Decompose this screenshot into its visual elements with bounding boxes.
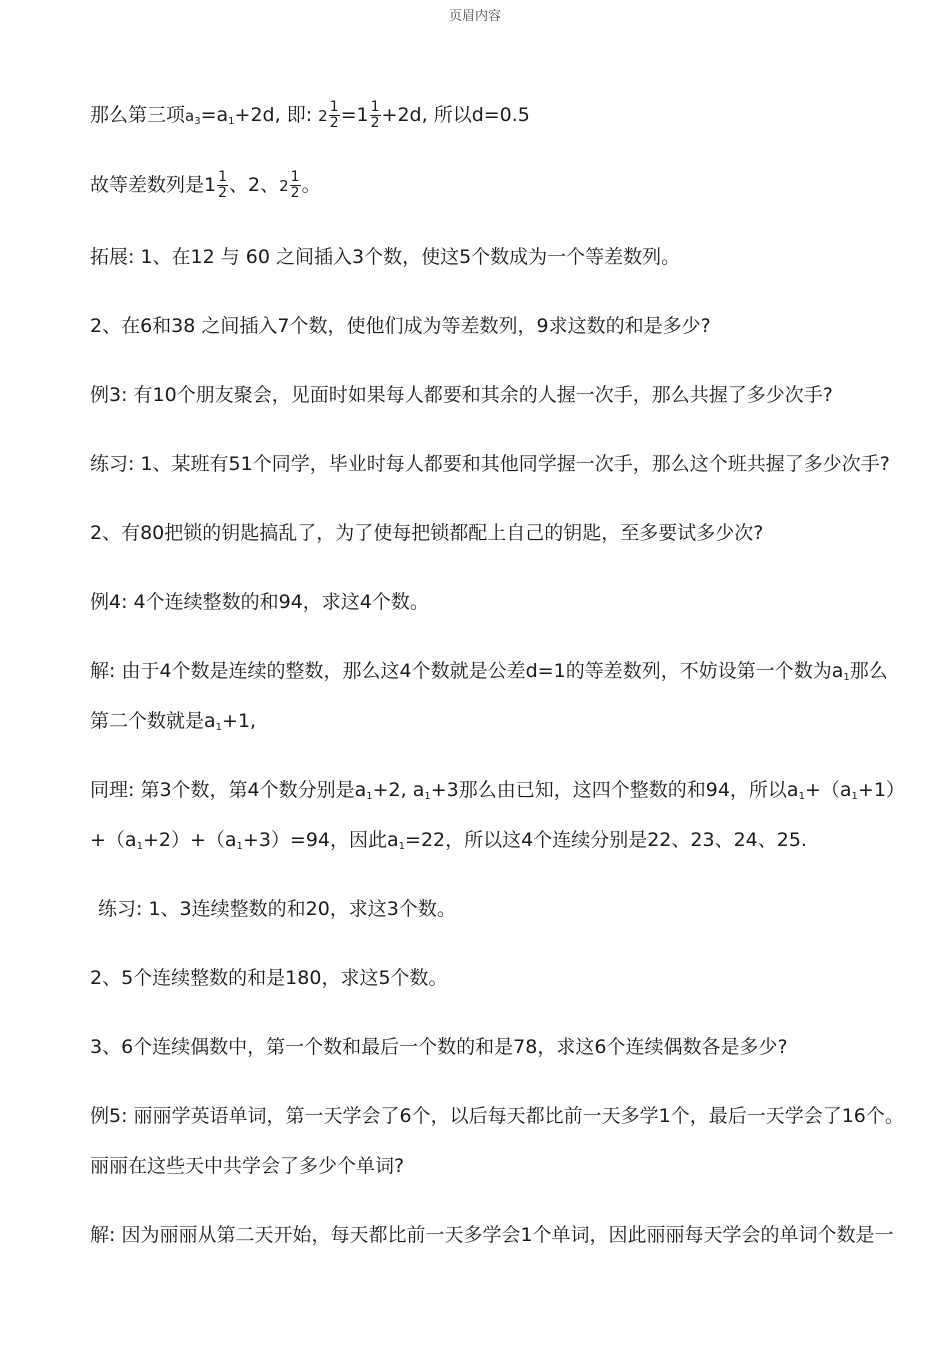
line-12-text-a: +（a bbox=[90, 829, 137, 851]
line-2-fraction-1 bbox=[217, 170, 228, 201]
line-2-fraction-2 bbox=[290, 170, 301, 201]
line-12-a1-sub-2: 1 bbox=[236, 841, 243, 852]
line-11-a1-sub-2: 1 bbox=[424, 791, 431, 802]
line-2-text-a: 故等差数列是1 bbox=[90, 174, 217, 196]
line-9 bbox=[90, 656, 888, 686]
line-2-text-d: 。 bbox=[301, 174, 321, 196]
line-18: 解: 因为丽丽从第二天开始，每天都比前一天多学会1个单词，因此丽丽每天学会的单词个数是一 bbox=[90, 1224, 894, 1246]
line-11-a1-sub-1: 1 bbox=[366, 791, 373, 802]
line-11-a1-sub-4: 1 bbox=[851, 791, 858, 802]
line-11-text-b: +2, a bbox=[372, 779, 425, 801]
line-11-text-c: +3那么由已知，这四个整数的和94，所以a bbox=[430, 779, 799, 801]
line-1-text-d: +2d, 即: bbox=[234, 104, 319, 126]
line-2-fraction-1-numerator: 1 bbox=[218, 169, 228, 185]
line-6: 练习: 1、某班有51个同学，毕业时每人都要和其他同学握一次手，那么这个班共握了多少次手? bbox=[90, 453, 890, 475]
line-1-whole-2: 2 bbox=[318, 107, 328, 125]
line-2 bbox=[90, 170, 321, 200]
line-1-text-a: 那么第三项 bbox=[90, 104, 186, 126]
line-13: 练习: 1、3连续整数的和20，求这3个数。 bbox=[98, 898, 456, 920]
line-11-text-e: +1） bbox=[857, 779, 905, 801]
line-1-fraction-2-denominator: 2 bbox=[370, 115, 380, 131]
line-12-a1-sub-3: 1 bbox=[398, 841, 406, 852]
line-1-text-i: +2d, 所以d=0.5 bbox=[381, 104, 530, 126]
line-2-whole-2: 2 bbox=[279, 177, 289, 195]
line-1-eq-1: =1 bbox=[340, 104, 369, 126]
line-10-a1-sub: 1 bbox=[215, 722, 223, 733]
line-9-text-a: 解: 由于4个数是连续的整数，那么这4个数就是公差d=1的等差数列，不妨设第一个数为a bbox=[90, 660, 844, 682]
line-1 bbox=[90, 100, 530, 130]
line-1-eq-a1: =a bbox=[200, 104, 229, 126]
line-9-a1-sub: 1 bbox=[843, 672, 850, 683]
line-4: 2、在6和38 之间插入7个数，使他们成为等差数列，9求这数的和是多少? bbox=[90, 315, 711, 337]
line-2-fraction-1-denominator: 2 bbox=[218, 185, 228, 201]
line-10 bbox=[90, 706, 256, 736]
line-11-text-a: 同理: 第3个数，第4个数分别是a bbox=[90, 779, 367, 801]
line-2-text-b: 、2、 bbox=[229, 174, 280, 196]
line-1-fraction-2-numerator: 1 bbox=[370, 99, 380, 115]
line-10-text-b: +1, bbox=[222, 710, 257, 732]
line-12 bbox=[90, 825, 807, 855]
line-11 bbox=[90, 775, 905, 805]
line-5: 例3: 有10个朋友聚会，见面时如果每人都要和其余的人握一次手，那么共握了多少次手? bbox=[90, 384, 833, 406]
line-12-text-b: +2）+（a bbox=[142, 829, 237, 851]
line-2-fraction-2-denominator: 2 bbox=[290, 185, 300, 201]
page-header: 页眉内容 bbox=[448, 9, 501, 24]
line-12-a1-sub-1: 1 bbox=[136, 841, 143, 852]
line-11-a1-sub-3: 1 bbox=[798, 791, 805, 802]
line-14: 2、5个连续整数的和是180，求这5个数。 bbox=[90, 967, 448, 989]
line-12-text-d: =22，所以这4个连续分别是22、23、24、25. bbox=[405, 829, 807, 851]
line-1-a1-sub: 1 bbox=[228, 116, 235, 127]
line-1-fraction-1 bbox=[329, 100, 340, 131]
line-8: 例4: 4个连续整数的和94，求这4个数。 bbox=[90, 591, 429, 613]
line-1-a3-sub: 3 bbox=[194, 116, 201, 127]
line-7: 2、有80把锁的钥匙搞乱了，为了使每把锁都配上自己的钥匙，至多要试多少次? bbox=[90, 522, 764, 544]
line-15: 3、6个连续偶数中，第一个数和最后一个数的和是78，求这6个连续偶数各是多少? bbox=[90, 1036, 788, 1058]
line-1-fraction-1-denominator: 2 bbox=[329, 115, 339, 131]
line-9-text-b: 那么 bbox=[849, 660, 888, 682]
line-10-text-a: 第二个数就是a bbox=[90, 710, 216, 732]
line-11-text-d: +（a bbox=[804, 779, 852, 801]
line-3: 拓展: 1、在12 与 60 之间插入3个数，使这5个数成为一个等差数列。 bbox=[90, 246, 681, 268]
line-1-a3: a bbox=[185, 107, 195, 125]
line-16: 例5: 丽丽学英语单词，第一天学会了6个，以后每天都比前一天多学1个，最后一天学会了16个。 bbox=[90, 1105, 904, 1127]
line-1-fraction-2 bbox=[370, 100, 381, 131]
line-17: 丽丽在这些天中共学会了多少个单词? bbox=[90, 1155, 405, 1177]
line-1-fraction-1-numerator: 1 bbox=[329, 99, 339, 115]
line-2-fraction-2-numerator: 1 bbox=[290, 169, 300, 185]
line-12-text-c: +3）=94，因此a bbox=[242, 829, 399, 851]
